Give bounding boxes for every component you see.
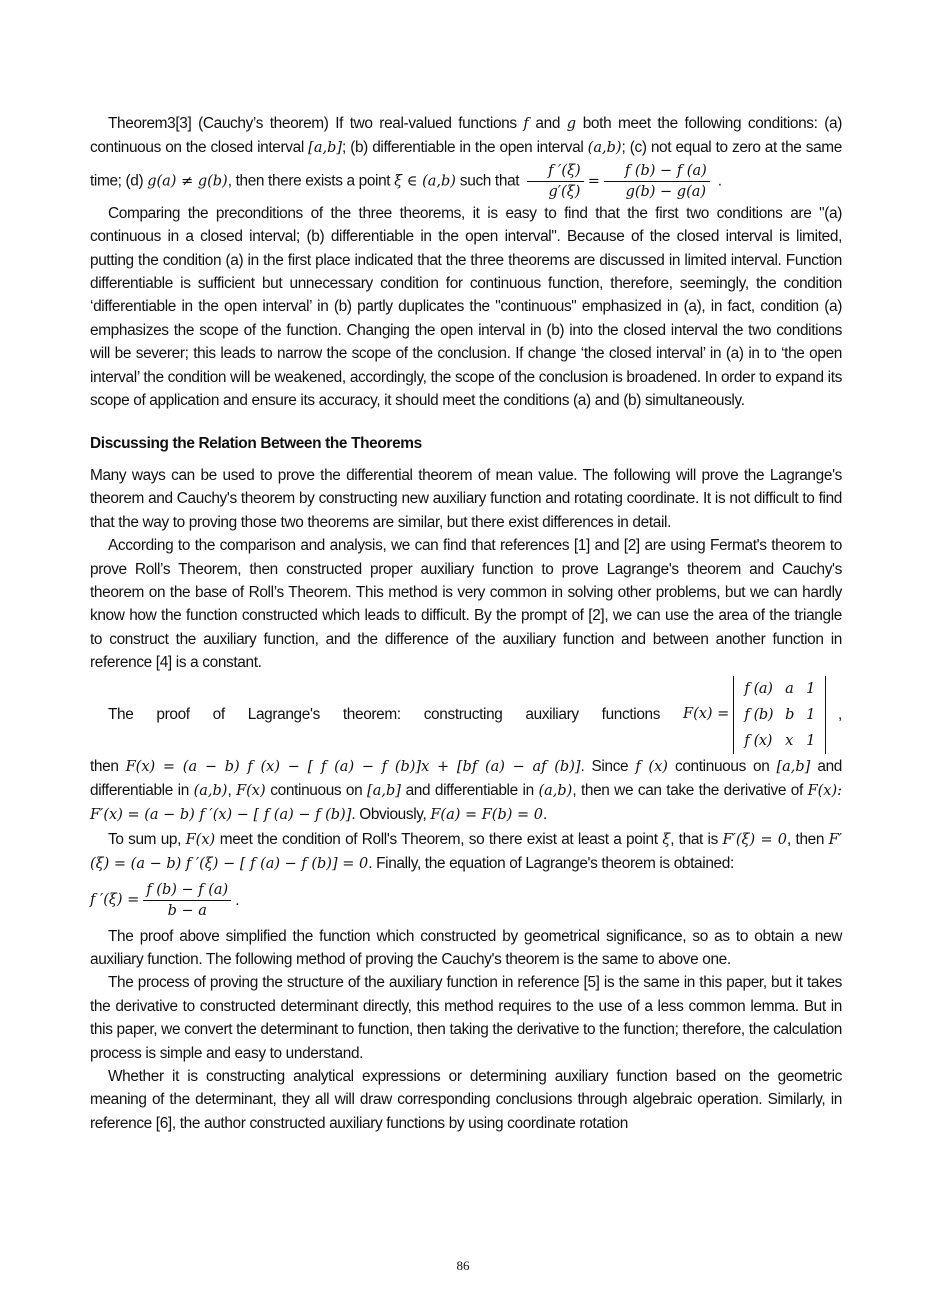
reference-five-paragraph: The process of proving the structure of the auxiliary function in reference [5] is the same in this paper, but it takes the derivative to constructed determinant directly, this method requires to the use of a less common lemma. But in this paper, we convert the determinant to function, then taking the derivative to the function; therefore, the calculation process is simple and easy to understand.	[90, 974, 842, 1062]
geometric-meaning-paragraph: Whether it is constructing analytical expressions or determining auxiliary function based on the geometric meaning of the determinant, they all will draw corresponding conclusions through algebraic operation. Similarly, in reference [6], the author constructed auxiliary functions by using coordinate rotation	[90, 1068, 842, 1132]
page-body	[90, 112, 842, 1135]
lagrange-fraction: $\frac{f (b) - f (a)}{b - a}$	[143, 880, 231, 921]
lagrange-proof-determinant-line: The proof of Lagrange's theorem: constructing auxiliary functions F(x) = f (a) a 1 f (b) b 1 f (x) x 1 ,	[108, 675, 842, 755]
cauchy-lhs-fraction: $\frac{f '(\xi)}{g'(\xi)}$	[527, 161, 584, 202]
comparison-paragraph: Comparing the preconditions of the three theorems, it is easy to find that the first two conditions are "(a) continuous in a closed interval; (b) differentiable in the open interval". Because of the closed interval is limited, putting the condition (a) in the first place indicated that the three theorems are discussed in limited interval. Function differentiable is sufficient but unnecessary condition for continuous function, therefore, seemingly, the condition ‘differentiable in the open interval’ in (b) partly duplicates the "continuous" emphasized in (a), in fact, condition (a) emphasizes the scope of the function. Changing the open interval in (b) into the closed interval the two conditions will be severer; this leads to narrow the scope of the conclusion. If change ‘the closed interval’ in (a) in to ‘the open interval’ the condition will be weakened, accordingly, the scope of the conclusion is broadened. In order to expand its scope of application and ensure its accuracy, it should meet the conditions (a) and (b) simultaneously.	[90, 204, 842, 410]
simplification-paragraph: The proof above simplified the function which constructed by geometrical significance, so as to obtain a new auxiliary function. The following method of proving the Cauchy's theorem is the same to above one.	[90, 927, 842, 968]
references-paragraph: According to the comparison and analysis, we can find that references [1] and [2] are using Fermat's theorem to prove Roll’s Theorem, then constructed proper auxiliary function to prove Lagrange's theorem and Cauchy's theorem on the base of Roll’s Theorem. This method is very common in solving other problems, but we can hardly know how the function constructed which leads to difficult. By the prompt of [2], we can use the area of the triangle to construct the auxiliary function, and the difference of the auxiliary function and between another function in reference [4] is a constant.	[90, 537, 842, 672]
section-heading: Discussing the Relation Between the Theorems	[90, 435, 422, 453]
methods-paragraph: Many ways can be used to prove the differential theorem of mean value. The following will prove the Lagrange's theorem and Cauchy's theorem by constructing new auxiliary function and rotating coordinate. It is not difficult to find that the way to proving those two theorems are similar, but there exist differences in detail.	[90, 466, 842, 531]
cauchy-rhs-fraction: $\frac{f (b) - f (a)}{g(b) - g(a)}$	[604, 161, 710, 202]
auxiliary-function-paragraph: then F(x) = (a − b) f (x) − [ f (a) − f (b)]x + [bf (a) − af (b)]. Since f (x) continuous on [a,b] and differentiable in (a,b), F(x) continuous on [a,b] and differentiable in (a,b), then we can take the derivative of F(x): F′(x) = (a − b) f ′(x) − [ f (a) − f (b)]. Obviously, F(a) = F(b) = 0.	[90, 757, 843, 824]
conclusion-paragraph: To sum up, F(x) meet the condition of Roll's Theorem, so there exist at least a point ξ, that is F′(ξ) = 0, then F′(ξ) = (a − b) f ′(ξ) − [ f (a) − f (b)] = 0. Finally, the equation of Lagrange's theorem is obtained:	[90, 830, 843, 873]
page-number: 86	[456, 1258, 470, 1273]
determinant-matrix: f (a) a 1 f (b) b 1 f (x) x 1	[733, 676, 826, 754]
cauchy-theorem-paragraph: Theorem3[3] (Cauchy’s theorem) If two real-valued functions f and g both meet the following conditions: (a) continuous on the closed interval [a,b]; (b) differentiable in the open interval (a,b); (c) not equal to zero at the same time; (d) g(a) ≠ g(b), then there exists a point ξ ∈ (a,b) such that $\frac{f '(\xi)}{g'(\xi)}$ = $\frac{f (b) - f (a)}{g(b) - g(a)}$ .	[90, 115, 843, 200]
lagrange-equation: f ′(ξ) = $\frac{f (b) - f (a)}{b - a}$ .	[90, 882, 240, 920]
